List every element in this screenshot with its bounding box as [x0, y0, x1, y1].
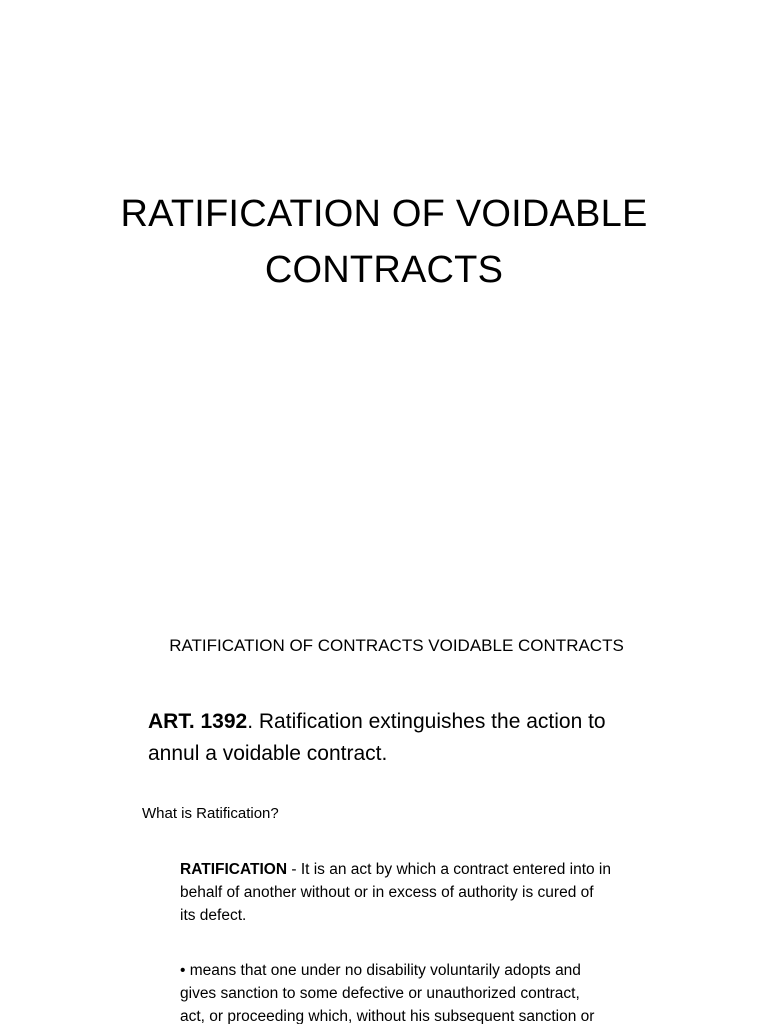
article-line-1	[148, 706, 728, 738]
bullet-line-1: • means that one under no disability voluntarily adopts and	[180, 962, 581, 979]
definition-paragraph	[180, 858, 680, 927]
bullet-line-2: gives sanction to some defective or unauthorized contract,	[180, 985, 580, 1002]
definition-term: RATIFICATION	[180, 861, 288, 878]
page-title	[0, 186, 768, 298]
section-subtitle: RATIFICATION OF CONTRACTS VOIDABLE CONTRACTS	[169, 636, 624, 655]
article-text-1: . Ratification extinguishes the action to	[247, 710, 606, 733]
definition-line-2: behalf of another without or in excess of authority is cured of	[180, 884, 594, 901]
definition-line-1	[180, 858, 680, 881]
definition-line-3: its defect.	[180, 907, 247, 924]
question-heading: What is Ratification?	[142, 805, 279, 822]
bullet-line-3: act, or proceeding which, without his subsequent sanction or	[180, 1008, 595, 1024]
title-line-1: RATIFICATION OF VOIDABLE	[120, 193, 648, 235]
title-line-2: CONTRACTS	[264, 249, 504, 291]
article-paragraph	[148, 706, 728, 770]
definition-text-1: - It is an act by which a contract entered into in	[287, 861, 611, 878]
article-number: ART. 1392	[148, 710, 248, 733]
article-text-2: annul a voidable contract.	[148, 742, 388, 765]
bullet-paragraph	[180, 959, 680, 1024]
